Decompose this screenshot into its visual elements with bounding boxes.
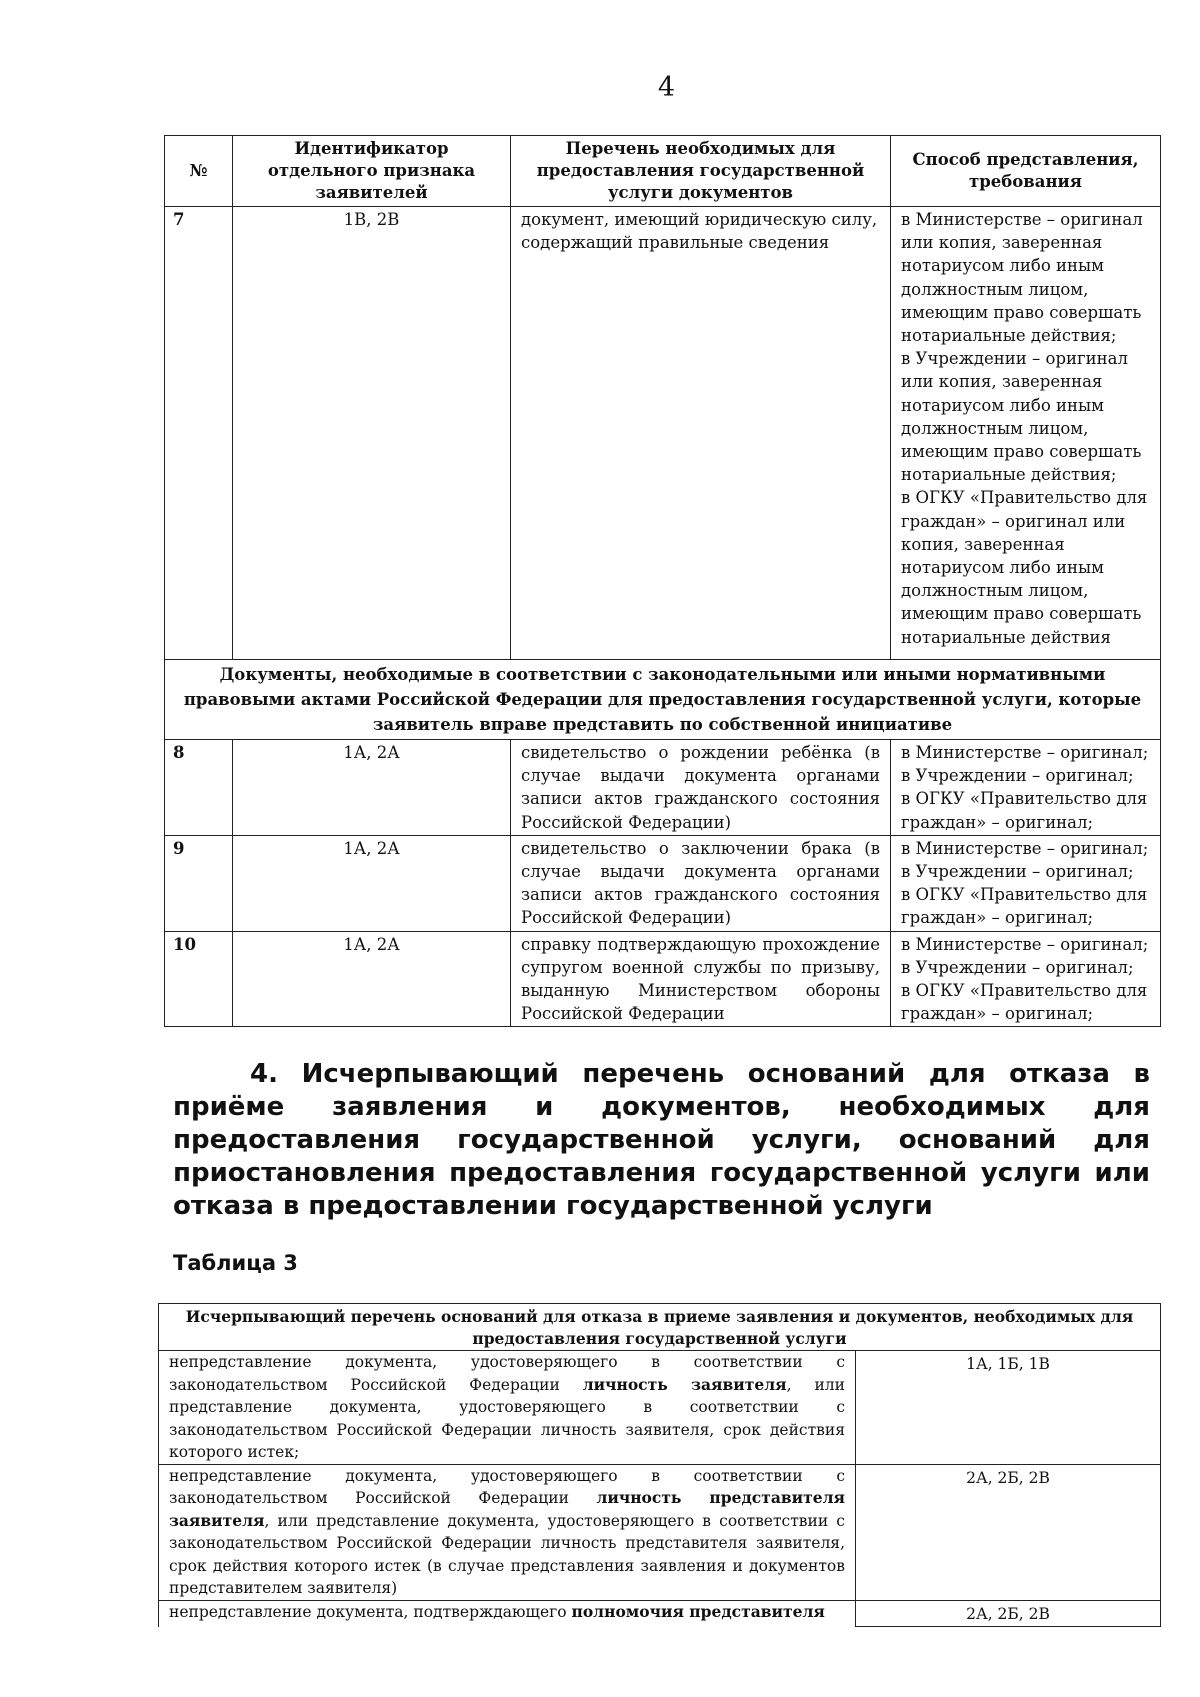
reason-text: , или представление документа, удостоверяющего в соответствии с законодательством Российской Федерации личность представителя заявителя, срок действия которого истек (в случае представления заявления и документов представителем заявителя) <box>169 1511 845 1597</box>
section-row <box>165 660 1161 740</box>
table-row <box>165 835 1161 931</box>
method-line: в ОГКУ «Правительство для граждан» – оригинал; <box>901 885 1148 928</box>
method-line: в ОГКУ «Правительство для граждан» – оригинал или копия, заверенная нотариусом либо иным должностным лицом, имеющим право совершать нотариальные действия <box>901 488 1148 647</box>
row-method <box>891 740 1161 836</box>
row-number: 8 <box>165 740 233 836</box>
reason-text: непредставление документа, подтверждающего <box>169 1602 572 1621</box>
reason-text: непредставление документа, удостоверяющего в соответствии с законодательством Российской Федерации <box>169 1466 845 1507</box>
reason-emphasis: полномочия представителя <box>571 1601 825 1621</box>
refusal-reason <box>159 1464 856 1600</box>
refusal-reason <box>159 1600 856 1627</box>
refusal-reasons-table <box>158 1303 1161 1627</box>
table-header-row <box>159 1304 1161 1351</box>
method-line: в ОГКУ «Правительство для граждан» – оригинал; <box>901 981 1148 1024</box>
applicable-codes: 2А, 2Б, 2В <box>856 1464 1161 1600</box>
row-identifiers: 1В, 2В <box>233 207 511 660</box>
header-number: № <box>165 136 233 207</box>
table-label: Таблица 3 <box>173 1251 298 1275</box>
reason-text: непредставление документа, удостоверяющего в соответствии с законодательством Российской Федерации <box>169 1353 845 1394</box>
reason-emphasis: личность заявителя <box>582 1374 787 1394</box>
applicable-codes: 2А, 2Б, 2В <box>856 1600 1161 1627</box>
method-line: в Министерстве – оригинал; <box>901 934 1149 954</box>
applicable-codes: 1А, 1Б, 1В <box>856 1351 1161 1465</box>
table-row <box>165 931 1161 1027</box>
row-number: 10 <box>165 931 233 1027</box>
header-documents: Перечень необходимых для предоставления государственной услуги документов <box>511 136 891 207</box>
row-identifiers: 1А, 2А <box>233 740 511 836</box>
method-line: в ОГКУ «Правительство для граждан» – оригинал; <box>901 789 1148 832</box>
section-title: Документы, необходимые в соответствии с законодательными или иными нормативными правовыми актами Российской Федерации для предоставления государственной услуги, которые заявитель вправе представить по собственной инициативе <box>165 660 1161 740</box>
reason-text: , или представление документа, удостоверяющего в соответствии с законодательством Российской Федерации личность заявителя, срок действия которого истек; <box>169 1375 845 1461</box>
header-method: Способ представления, требования <box>891 136 1161 207</box>
refusal-reason <box>159 1351 856 1465</box>
page-number: 4 <box>657 72 676 103</box>
table-row <box>159 1464 1161 1600</box>
method-line: в Министерстве – оригинал; <box>901 743 1149 762</box>
row-document: документ, имеющий юридическую силу, содержащий правильные сведения <box>511 207 891 660</box>
method-line: в Министерстве – оригинал или копия, заверенная нотариусом либо иным должностным лицом, имеющим право совершать нотариальные действия; <box>901 210 1143 346</box>
row-document: свидетельство о рождении ребёнка (в случае выдачи документа органами записи актов гражданского состояния Российской Федерации) <box>511 740 891 836</box>
table-row <box>159 1600 1161 1627</box>
section-heading: 4. Исчерпывающий перечень оснований для отказа в приёме заявления и документов, необходимых для предоставления государственной услуги, оснований для приостановления предоставления государственной услуги или отказа в предоставлении государственной услуги <box>173 1059 1150 1221</box>
row-identifiers: 1А, 2А <box>233 835 511 931</box>
reason-emphasis: личность представителя заявителя <box>169 1488 845 1530</box>
table-row <box>165 740 1161 836</box>
method-line: в Учреждении – оригинал; <box>901 766 1134 786</box>
refusal-table-header: Исчерпывающий перечень оснований для отказа в приеме заявления и документов, необходимых для предоставления государственной услуги <box>159 1304 1161 1351</box>
row-document: справку подтверждающую прохождение супругом военной службы по призыву, выданную Министерством обороны Российской Федерации <box>511 931 891 1027</box>
method-line: в Учреждении – оригинал; <box>901 862 1134 882</box>
row-number: 9 <box>165 835 233 931</box>
table-row <box>159 1351 1161 1465</box>
table-header-row <box>165 136 1161 207</box>
row-method <box>891 835 1161 931</box>
method-line: в Учреждении – оригинал; <box>901 957 1134 977</box>
header-identifier: Идентификатор отдельного признака заявителей <box>233 136 511 207</box>
row-method <box>891 931 1161 1027</box>
row-document: свидетельство о заключении брака (в случае выдачи документа органами записи актов гражданского состояния Российской Федерации) <box>511 835 891 931</box>
documents-table <box>164 135 1161 1027</box>
table-row <box>165 207 1161 660</box>
row-number: 7 <box>165 207 233 660</box>
method-line: в Министерстве – оригинал; <box>901 838 1149 858</box>
row-method <box>891 207 1161 660</box>
method-line: в Учреждении – оригинал или копия, заверенная нотариусом либо иным должностным лицом, имеющим право совершать нотариальные действия; <box>901 349 1142 485</box>
row-identifiers: 1А, 2А <box>233 931 511 1027</box>
